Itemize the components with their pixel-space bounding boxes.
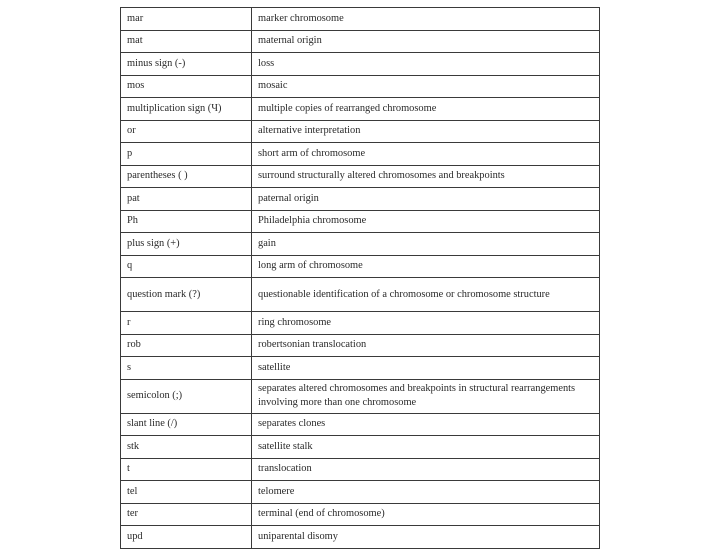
table-row xyxy=(121,188,600,211)
term-cell: mat xyxy=(121,30,252,53)
meaning-cell: short arm of chromosome xyxy=(252,143,600,166)
table-row xyxy=(121,436,600,459)
meaning-cell: long arm of chromosome xyxy=(252,255,600,278)
table-row xyxy=(121,255,600,278)
term-cell: plus sign (+) xyxy=(121,233,252,256)
term-cell: slant line (/) xyxy=(121,413,252,436)
meaning-cell: satellite stalk xyxy=(252,436,600,459)
term-cell: tel xyxy=(121,481,252,504)
table-row xyxy=(121,98,600,121)
term-cell: semicolon (;) xyxy=(121,379,252,413)
term-cell: question mark (?) xyxy=(121,278,252,312)
meaning-cell: questionable identification of a chromosome or chromosome structure xyxy=(252,278,600,312)
meaning-cell: gain xyxy=(252,233,600,256)
abbreviation-table-container xyxy=(120,7,599,549)
table-row xyxy=(121,458,600,481)
term-cell: s xyxy=(121,357,252,380)
term-cell: mar xyxy=(121,8,252,31)
term-cell: q xyxy=(121,255,252,278)
meaning-cell: robertsonian translocation xyxy=(252,334,600,357)
term-cell: t xyxy=(121,458,252,481)
meaning-cell: alternative interpretation xyxy=(252,120,600,143)
table-row xyxy=(121,357,600,380)
meaning-cell: uniparental disomy xyxy=(252,526,600,549)
meaning-cell: marker chromosome xyxy=(252,8,600,31)
term-cell: rob xyxy=(121,334,252,357)
table-row xyxy=(121,379,600,413)
table-row xyxy=(121,233,600,256)
meaning-cell: telomere xyxy=(252,481,600,504)
table-row xyxy=(121,278,600,312)
term-cell: mos xyxy=(121,75,252,98)
meaning-cell: ring chromosome xyxy=(252,312,600,335)
abbreviation-table xyxy=(120,7,600,549)
meaning-cell: mosaic xyxy=(252,75,600,98)
table-row xyxy=(121,312,600,335)
meaning-cell: terminal (end of chromosome) xyxy=(252,503,600,526)
table-row xyxy=(121,53,600,76)
meaning-cell: separates altered chromosomes and breakpoints in structural rearrangements involving more than one chromosome xyxy=(252,379,600,413)
term-cell: ter xyxy=(121,503,252,526)
term-cell: r xyxy=(121,312,252,335)
term-cell: or xyxy=(121,120,252,143)
meaning-cell: multiple copies of rearranged chromosome xyxy=(252,98,600,121)
table-row xyxy=(121,75,600,98)
term-cell: stk xyxy=(121,436,252,459)
table-row xyxy=(121,334,600,357)
table-row xyxy=(121,210,600,233)
meaning-cell: maternal origin xyxy=(252,30,600,53)
table-row xyxy=(121,481,600,504)
term-cell: p xyxy=(121,143,252,166)
term-cell: pat xyxy=(121,188,252,211)
meaning-cell: loss xyxy=(252,53,600,76)
meaning-cell: translocation xyxy=(252,458,600,481)
meaning-cell: Philadelphia chromosome xyxy=(252,210,600,233)
term-cell: upd xyxy=(121,526,252,549)
term-cell: minus sign (-) xyxy=(121,53,252,76)
term-cell: multiplication sign (Ч) xyxy=(121,98,252,121)
meaning-cell: separates clones xyxy=(252,413,600,436)
term-cell: Ph xyxy=(121,210,252,233)
table-row xyxy=(121,120,600,143)
meaning-cell: surround structurally altered chromosomes and breakpoints xyxy=(252,165,600,188)
table-row xyxy=(121,526,600,549)
table-row xyxy=(121,30,600,53)
term-cell: parentheses ( ) xyxy=(121,165,252,188)
table-row xyxy=(121,503,600,526)
table-row xyxy=(121,143,600,166)
table-row xyxy=(121,8,600,31)
meaning-cell: satellite xyxy=(252,357,600,380)
table-row xyxy=(121,165,600,188)
table-row xyxy=(121,413,600,436)
meaning-cell: paternal origin xyxy=(252,188,600,211)
